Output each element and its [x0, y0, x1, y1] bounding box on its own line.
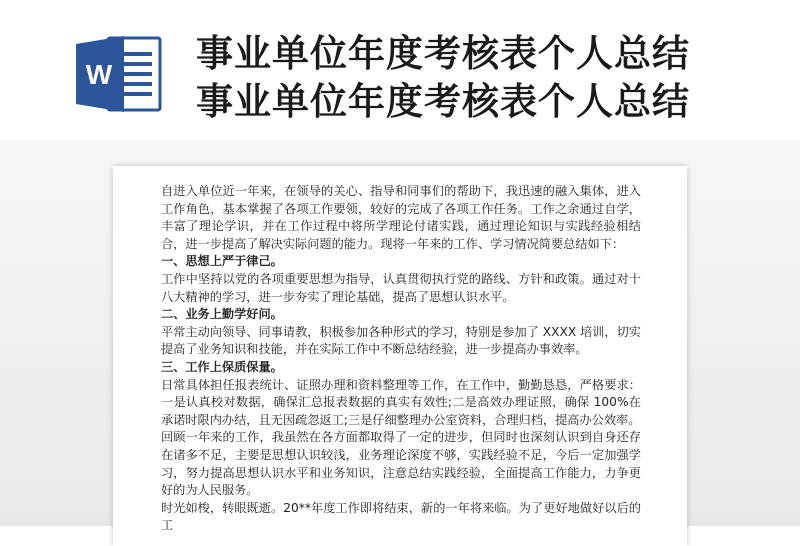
paragraph-review: 回顾一年来的工作，我虽然在各方面都取得了一定的进步，但同时也深刻认识到自身还存在诸多不足，主要是思想认识较浅，业务理论深度不够，实践经验不足，今后一定加强学习，努力提高思想认识水平和业务知识，注意总结实践经验，全面提高工作能力，力争更好的为人民服务。 — [161, 430, 641, 498]
document-page[interactable] — [113, 166, 687, 546]
title-block — [196, 30, 690, 126]
paragraph-intro: 自进入单位近一年来，在领导的关心、指导和同事们的帮助下，我迅速的融入集体，进入工作角色，基本掌握了各项工作要领，较好的完成了各项工作任务。工作之余通过自学，丰富了理论学识，并在工作过程中将所学理论付诸实践，通过理论知识与实践经验相结合，进一步提高了解决实际问题的能力。现将一年来的工作、学习情况简要总结如下： — [161, 184, 641, 251]
section-heading-3: 三、工作上保质保量。 — [161, 359, 283, 374]
section-heading-2: 二、业务上勤学好问。 — [161, 307, 283, 322]
svg-text:W: W — [85, 59, 113, 90]
paragraph-section-2: 平常主动向领导、同事请教，积极参加各种形式的学习，特别是参加了 XXXX 培训，切实提高了业务知识和技能，并在实际工作中不断总结经验，进一步提高办事效率。 — [161, 324, 641, 357]
header — [0, 0, 800, 140]
paragraph-section-3: 日常具体担任报表统计、证照办理和资料整理等工作，在工作中，勤勤恳恳，严格要求：一是认真校对数据，确保汇总报表数据的真实有效性;二是高效办理证照，确保 100%在承诺时限内办结，且无因疏忽返工;三是仔细整理办公室资料，合理归档，提高办公效率。 — [161, 377, 641, 427]
paragraph-closing: 时光如梭，转眼既逝。20**年度工作即将结束，新的一年将来临。为了更好地做好以后的工 — [161, 500, 641, 533]
page-title-repeat: 事业单位年度考核表个人总结 — [196, 80, 690, 123]
word-document-icon — [74, 34, 166, 114]
document-content — [161, 183, 641, 535]
page-title: 事业单位年度考核表个人总结 — [196, 32, 690, 75]
paragraph-section-1: 工作中坚持以党的各项重要思想为指导，认真贯彻执行党的路线、方针和政策。通过对十八大精神的学习，进一步夯实了理论基础，提高了思想认识水平。 — [161, 271, 641, 304]
section-heading-1: 一、思想上严于律己。 — [161, 254, 283, 269]
